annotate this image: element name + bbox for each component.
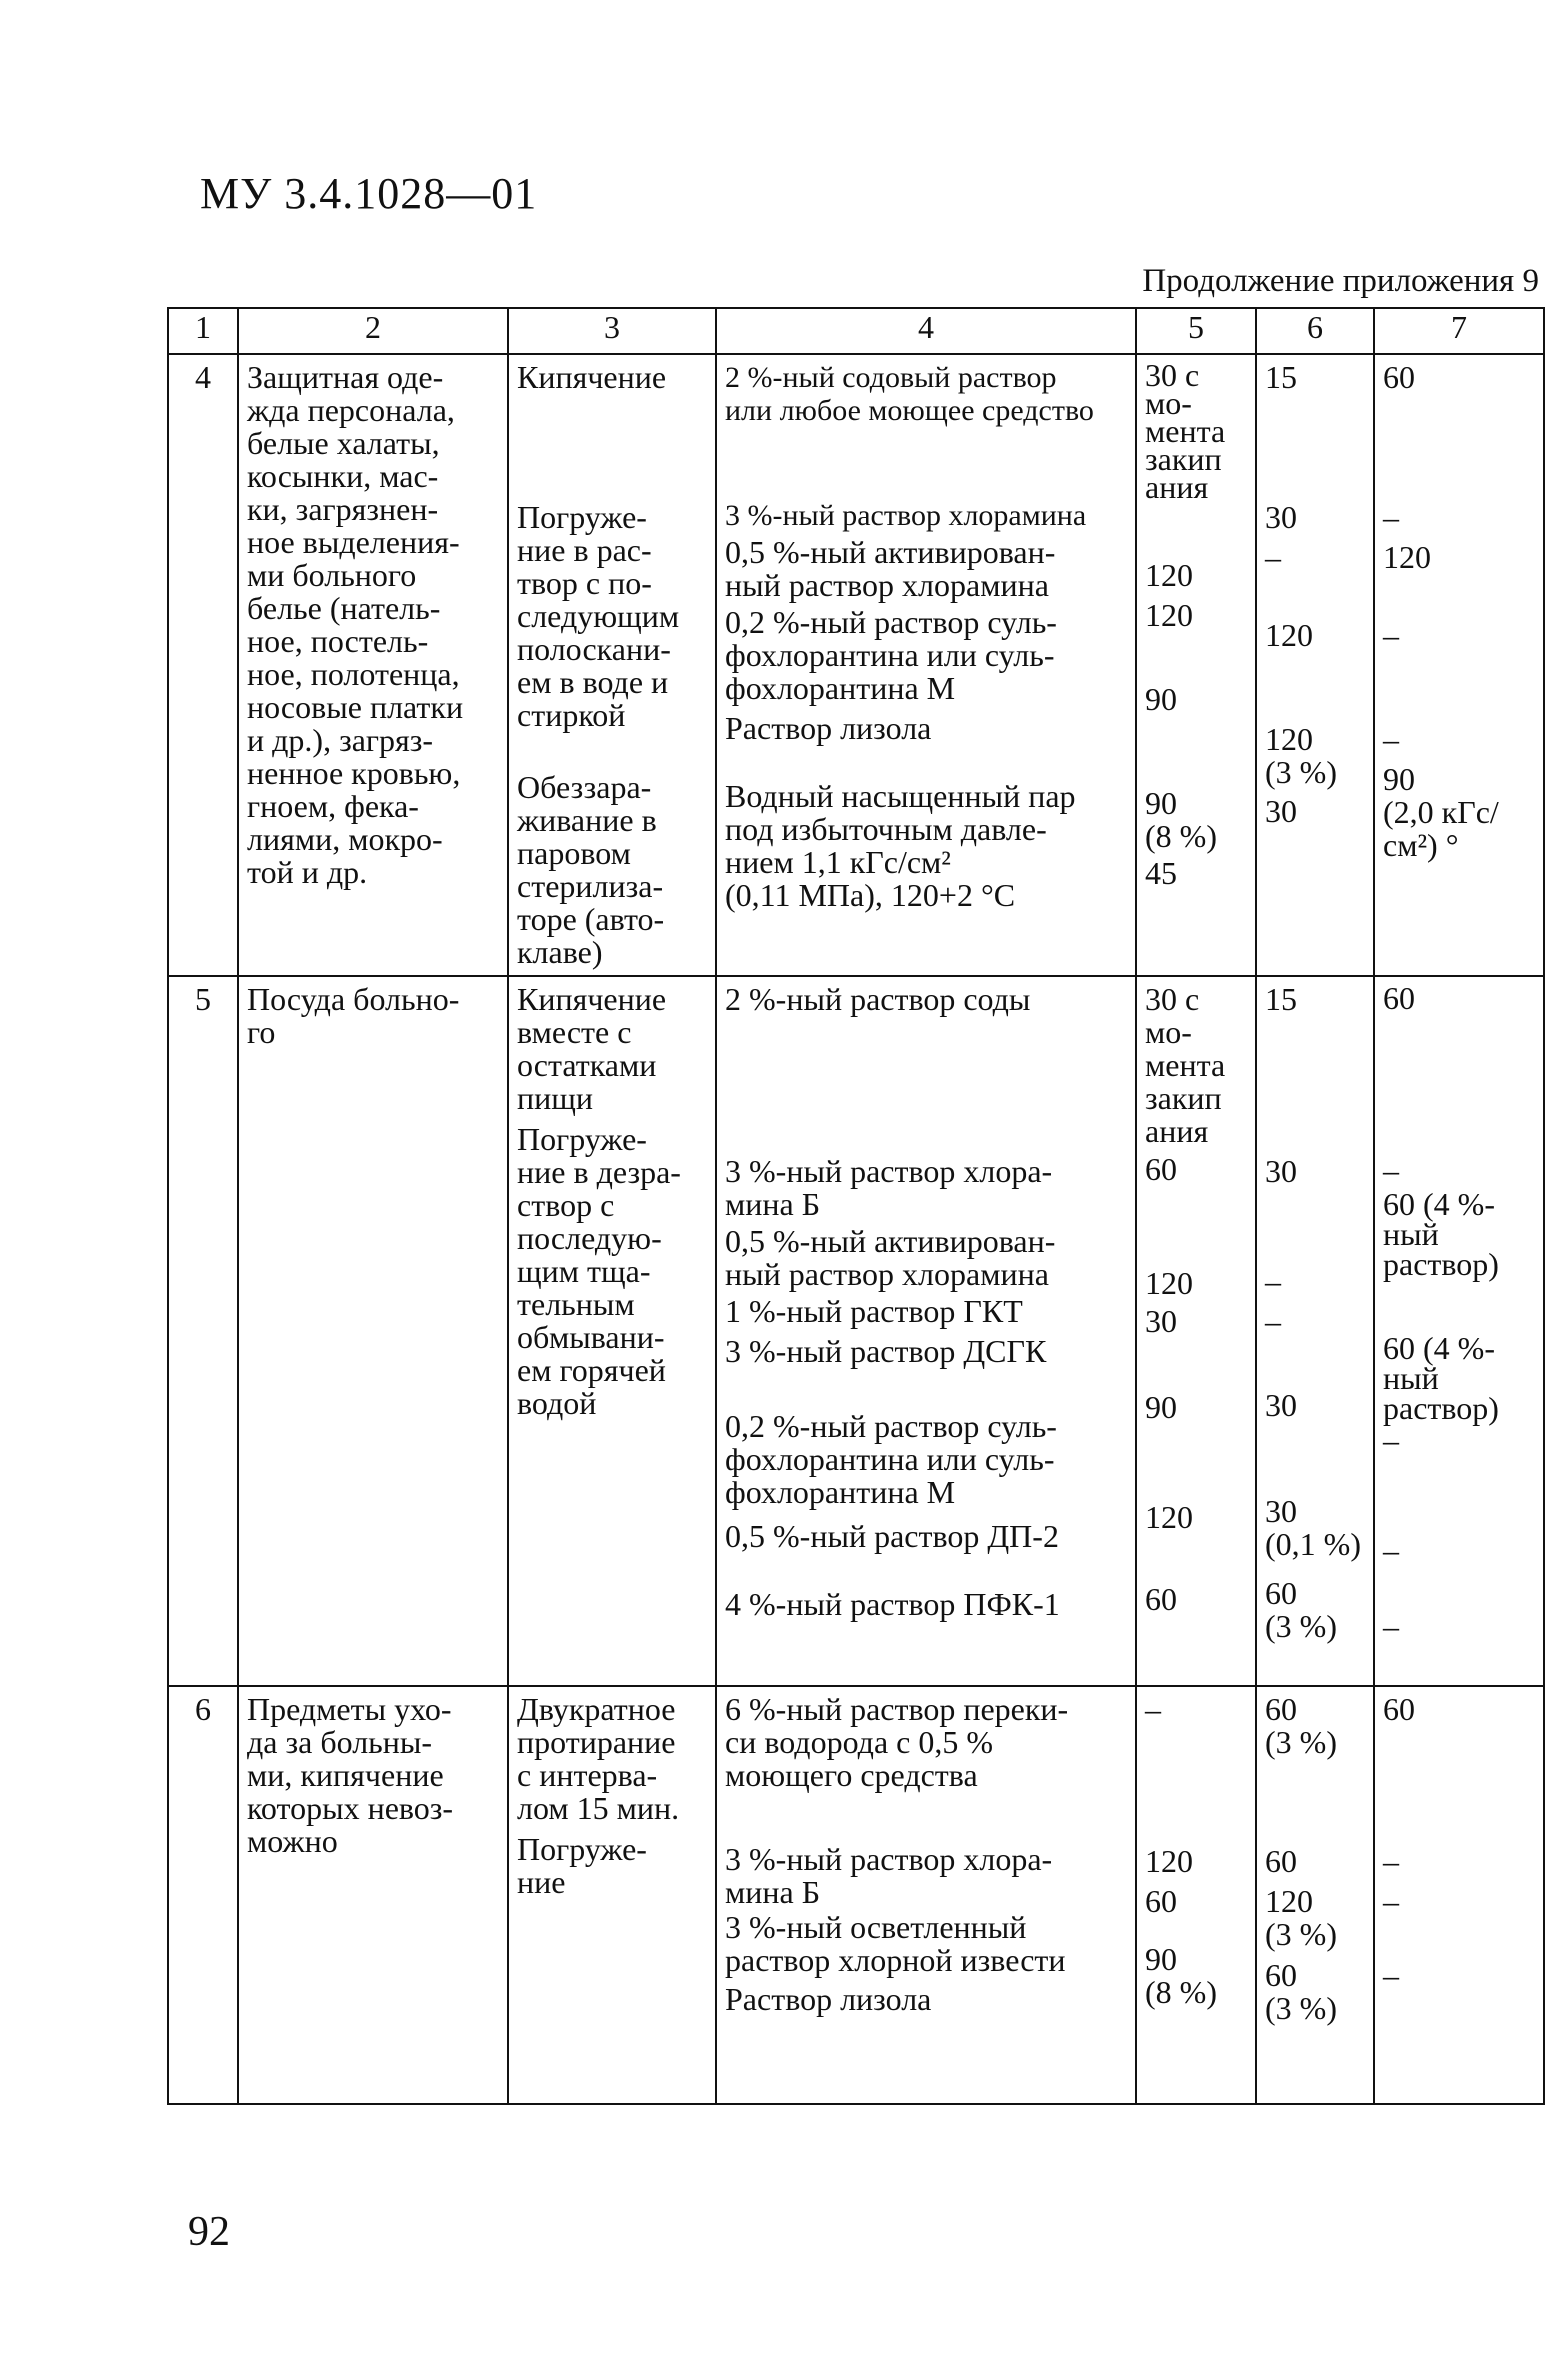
agent-item: 1 %-ный раствор ГКТ <box>725 1293 1023 1329</box>
value-cell-col7 <box>1374 1686 1544 2104</box>
value-item: – <box>1383 617 1399 653</box>
method-cell <box>508 1686 716 2104</box>
object-text: Предметы ухо- да за больны- ми, кипячение которых невоз- можно <box>247 1691 454 1859</box>
value-cell-col7 <box>1374 354 1544 976</box>
object-text: Защитная оде- жда персонала, белые халаты, косынки, мас- ки, загрязнен- ное выделения- ми больного белье (натель- ное, постель- ное, полотенца, носовые платки и др.), загряз- ненное кровью, гноем, фека- лиями, мокро- той и др. <box>247 359 464 890</box>
value-cell-col5 <box>1136 1686 1256 2104</box>
method-item: Погруже- ние в рас- твор с по- следующим полоскани- ем в воде и стиркой <box>517 499 680 733</box>
column-header-2: 2 <box>238 308 508 354</box>
column-header-3: 3 <box>508 308 716 354</box>
method-item: Погруже- ние <box>517 1831 647 1900</box>
agent-item: 0,5 %-ный активирован- ный раствор хлорамина <box>725 1223 1056 1292</box>
value-item: – <box>1383 1608 1399 1644</box>
table-row <box>168 354 1544 976</box>
value-item: 120 <box>1145 1265 1193 1301</box>
value-cell-col5 <box>1136 976 1256 1686</box>
agent-item: 3 %-ный раствор хлора- мина Б <box>725 1841 1053 1910</box>
value-item: 120 <box>1145 597 1193 633</box>
agent-item: 3 %-ный осветленный раствор хлорной извести <box>725 1909 1066 1978</box>
agent-item: 2 %-ный содовый раствор или любое моющее средство <box>725 361 1094 427</box>
agent-item: 3 %-ный раствор хлора- мина Б <box>725 1153 1053 1222</box>
column-header-7: 7 <box>1374 308 1544 354</box>
value-item: – <box>1265 539 1281 575</box>
value-cell-col5 <box>1136 354 1256 976</box>
row-number: 5 <box>168 976 238 1686</box>
value-item: 60 <box>1145 1151 1177 1187</box>
value-item: 30 <box>1265 499 1297 535</box>
value-item: 60 (3 %) <box>1265 1957 1337 2026</box>
method-item: Кипячение вместе с остатками пищи <box>517 981 667 1116</box>
value-item: 45 <box>1145 855 1177 891</box>
value-item: 90 (2,0 кГс/ см²) ° <box>1383 761 1499 863</box>
value-item: 120 <box>1145 1499 1193 1535</box>
agent-item: 0,5 %-ный активирован- ный раствор хлорамина <box>725 534 1056 603</box>
value-item: 120 <box>1145 557 1193 593</box>
agent-item: 6 %-ный раствор переки- си водорода с 0,5 % моющего средства <box>725 1691 1069 1793</box>
value-item: 30 (0,1 %) <box>1265 1493 1361 1562</box>
value-item: 30 с мо- мента закип ания <box>1145 981 1226 1149</box>
value-item: 60 (3 %) <box>1265 1691 1337 1760</box>
value-item: 30 <box>1265 1387 1297 1423</box>
method-cell <box>508 976 716 1686</box>
value-item: 120 <box>1145 1843 1193 1879</box>
agent-item: 2 %-ный раствор соды <box>725 981 1031 1017</box>
method-item: Обеззара- живание в паровом стерилиза- торе (авто- клаве) <box>517 769 665 970</box>
value-item: 90 <box>1145 681 1177 717</box>
value-item: 120 <box>1265 617 1313 653</box>
value-cell-col6 <box>1256 354 1374 976</box>
agent-item: 0,2 %-ный раствор суль- фохлорантина или суль- фохлорантина М <box>725 1408 1057 1510</box>
value-item: 30 <box>1265 1153 1297 1189</box>
document-code: МУ 3.4.1028—01 <box>200 169 538 218</box>
agent-item: 0,5 %-ный раствор ДП-2 <box>725 1518 1059 1554</box>
column-header-6: 6 <box>1256 308 1374 354</box>
agent-item: 4 %-ный раствор ПФК-1 <box>725 1586 1060 1622</box>
value-item: – <box>1383 1532 1399 1568</box>
value-cell-col6 <box>1256 1686 1374 2104</box>
row-number: 4 <box>168 354 238 976</box>
column-header-4: 4 <box>716 308 1136 354</box>
value-item: 60 <box>1265 1843 1297 1879</box>
value-item: 30 <box>1145 1303 1177 1339</box>
agent-item: 3 %-ный раствор хлорамина <box>725 499 1087 532</box>
object-cell <box>238 976 508 1686</box>
method-item: Погруже- ние в дезра- створ с последую- щим тща- тельным обмывани- ем горячей водой <box>517 1121 681 1421</box>
value-item: 60 <box>1383 980 1415 1016</box>
value-item: 60 (4 %- ный раствор) <box>1383 1186 1499 1282</box>
column-number-row <box>168 308 1544 354</box>
value-item: – <box>1383 1957 1399 1993</box>
value-item: 60 <box>1383 359 1415 395</box>
table-row <box>168 976 1544 1686</box>
agent-item: Раствор лизола <box>725 1981 932 2017</box>
value-item: 90 (8 %) <box>1145 1941 1217 2010</box>
row-number: 6 <box>168 1686 238 2104</box>
value-item: 60 (3 %) <box>1265 1575 1337 1644</box>
value-item: 30 <box>1265 793 1297 829</box>
value-item: 60 (4 %- ный раствор) <box>1383 1330 1499 1426</box>
column-header-1: 1 <box>168 308 238 354</box>
agent-cell <box>716 1686 1136 2104</box>
value-item: – <box>1383 1422 1399 1458</box>
value-item: – <box>1383 499 1399 535</box>
object-cell <box>238 1686 508 2104</box>
value-item: 30 с мо- мента закип ания <box>1145 357 1226 505</box>
page-number: 92 <box>188 2209 230 2255</box>
method-cell <box>508 354 716 976</box>
value-item: – <box>1383 1843 1399 1879</box>
object-cell <box>238 354 508 976</box>
object-text: Посуда больно- го <box>247 981 460 1050</box>
value-item: – <box>1383 1883 1399 1919</box>
agent-item: 3 %-ный раствор ДСГК <box>725 1333 1047 1369</box>
value-cell-col7 <box>1374 976 1544 1686</box>
value-item: 60 <box>1145 1581 1177 1617</box>
value-item: 15 <box>1265 981 1297 1017</box>
agent-cell <box>716 976 1136 1686</box>
value-item: 120 <box>1383 539 1431 575</box>
agent-cell <box>716 354 1136 976</box>
value-item: 60 <box>1145 1883 1177 1919</box>
agent-item: 0,2 %-ный раствор суль- фохлорантина или суль- фохлорантина М <box>725 604 1057 706</box>
value-item: – <box>1383 721 1399 757</box>
value-item: – <box>1383 1152 1399 1188</box>
value-item: – <box>1265 1263 1281 1299</box>
disinfection-table <box>167 307 1545 2105</box>
continuation-title: Продолжение приложения 9 <box>1142 263 1539 299</box>
value-item: 60 <box>1383 1691 1415 1727</box>
value-cell-col6 <box>1256 976 1374 1686</box>
table-row <box>168 1686 1544 2104</box>
value-item: 90 <box>1145 1389 1177 1425</box>
value-item: – <box>1265 1303 1281 1339</box>
value-item: 120 (3 %) <box>1265 721 1337 790</box>
agent-item: Водный насыщенный пар под избыточным давле- нием 1,1 кГс/см² (0,11 МПа), 120+2 °С <box>725 778 1076 913</box>
column-header-5: 5 <box>1136 308 1256 354</box>
value-item: – <box>1145 1691 1161 1727</box>
value-item: 90 (8 %) <box>1145 785 1217 854</box>
value-item: 120 (3 %) <box>1265 1883 1337 1952</box>
method-item: Двукратное протирание с интерва- лом 15 мин. <box>517 1691 680 1826</box>
value-item: 15 <box>1265 359 1297 395</box>
method-item: Кипячение <box>517 359 667 395</box>
agent-item: Раствор лизола <box>725 710 932 746</box>
